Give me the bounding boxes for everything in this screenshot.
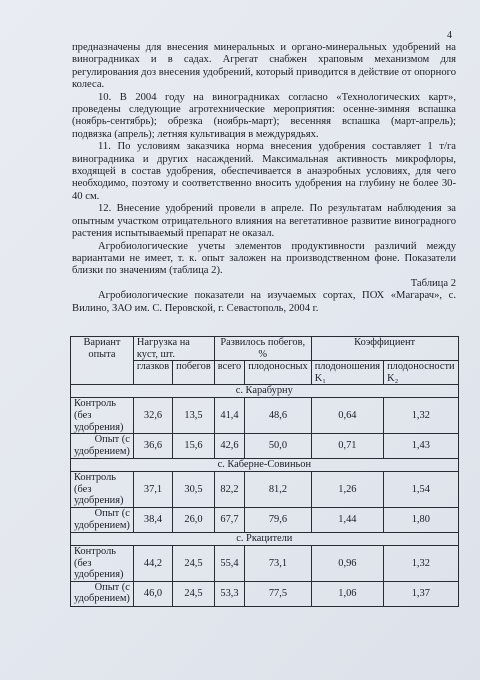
- table-row: [71, 507, 459, 532]
- table-row: [71, 398, 459, 434]
- group-name: с. Карабурну: [71, 385, 459, 398]
- paragraph-11: 11. По условиям заказчика норма внесения удобрения составляет 1 т/га виноградника и других насаждений. Максимальная активность микрофлоры, входящей в состав удобрения, обеспечивается в анаэробных условиях, для чего необходимо, поэтому и соответственно вносить удобрения на глубину не более 30-40 см.: [72, 141, 456, 202]
- total-cell: 42,6: [214, 434, 244, 459]
- group-name: с. Ркацители: [71, 532, 459, 545]
- table-row: [71, 434, 459, 459]
- variant-cell: Контроль (без удобрения): [71, 545, 134, 581]
- group-row: [71, 532, 459, 545]
- fruitful-cell: 73,1: [245, 545, 312, 581]
- header-load: Нагрузка на куст, шт.: [133, 337, 214, 361]
- header-coefficient: Коэффициент: [311, 337, 458, 361]
- k1-cell: 1,26: [311, 472, 383, 508]
- variant-cell: Опыт (с удобрением): [71, 507, 134, 532]
- shoots-cell: 24,5: [173, 581, 215, 606]
- total-cell: 53,3: [214, 581, 244, 606]
- fruitful-cell: 81,2: [245, 472, 312, 508]
- table-row: [71, 472, 459, 508]
- variant-cell: Контроль (без удобрения): [71, 398, 134, 434]
- paragraph-10: 10. В 2004 году на виноградниках согласно «Технологических карт», проведены следующие агротехнические мероприятия: осенне-зимняя вспашка (ноябрь-сентябрь); обрезка (ноябрь-март); весенняя вспашка (март-апрель); подвязка (апрель); летняя культивация в междурядьях.: [72, 91, 456, 140]
- group-name: с. Каберне-Совиньон: [71, 459, 459, 472]
- group-row: [71, 459, 459, 472]
- total-cell: 55,4: [214, 545, 244, 581]
- k2-cell: 1,54: [384, 472, 458, 508]
- paragraph-12: 12. Внесение удобрений провели в апреле. По результатам наблюдения за опытным участком отрицательного влияния на вегетативное развитие виноградного растения испытываемый препарат не оказал.: [72, 203, 456, 240]
- shoots-cell: 13,5: [173, 398, 215, 434]
- k2-cell: 1,43: [384, 434, 458, 459]
- table-header-row: [71, 337, 459, 361]
- header-shoots-count: побегов: [173, 361, 215, 385]
- header-total: всего: [214, 361, 244, 385]
- variant-cell: Контроль (без удобрения): [71, 472, 134, 508]
- header-k1: плодоношения K₁: [311, 361, 383, 385]
- total-cell: 82,2: [214, 472, 244, 508]
- table-row: [71, 545, 459, 581]
- k1-cell: 1,06: [311, 581, 383, 606]
- variant-cell: Опыт (с удобрением): [71, 434, 134, 459]
- k2-cell: 1,32: [384, 398, 458, 434]
- header-k2: плодоносности K₂: [384, 361, 458, 385]
- fruitful-cell: 48,6: [245, 398, 312, 434]
- k1-cell: 0,96: [311, 545, 383, 581]
- fruitful-cell: 79,6: [245, 507, 312, 532]
- header-fruitful: плодоносных: [245, 361, 312, 385]
- shoots-cell: 26,0: [173, 507, 215, 532]
- total-cell: 41,4: [214, 398, 244, 434]
- eyes-cell: 38,4: [133, 507, 172, 532]
- table-label: Таблица 2: [410, 277, 456, 289]
- page-number: 4: [447, 30, 452, 41]
- paragraph: предназначены для внесения минеральных и органо-минеральных удобрений на виноградниках и в садах. Агрегат снабжен храповым механизмом для регулирования доз внесения удобрений, который приводится в действие от опорного колеса.: [72, 42, 456, 91]
- k2-cell: 1,80: [384, 507, 458, 532]
- table-caption: Агробиологические показатели на изучаемых сортах, ПОХ «Магарач», с. Вилино, ЗАО им. С. Перовской, г. Севастополь, 2004 г.: [72, 290, 456, 314]
- k2-cell: 1,32: [384, 545, 458, 581]
- group-row: [71, 385, 459, 398]
- paragraph-13: Агробиологические учеты элементов продуктивности различий между вариантами не имеет, т. к. опыт заложен на производственном фоне. Показатели близки по значениям (таблица 2).: [72, 240, 456, 277]
- k2-cell: 1,37: [384, 581, 458, 606]
- eyes-cell: 46,0: [133, 581, 172, 606]
- k1-cell: 0,64: [311, 398, 383, 434]
- eyes-cell: 32,6: [133, 398, 172, 434]
- k1-cell: 0,71: [311, 434, 383, 459]
- eyes-cell: 36,6: [133, 434, 172, 459]
- shoots-cell: 15,6: [173, 434, 215, 459]
- k1-cell: 1,44: [311, 507, 383, 532]
- results-table: [70, 336, 459, 607]
- shoots-cell: 30,5: [173, 472, 215, 508]
- variant-cell: Опыт (с удобрением): [71, 581, 134, 606]
- body-text: [72, 42, 456, 315]
- eyes-cell: 44,2: [133, 545, 172, 581]
- eyes-cell: 37,1: [133, 472, 172, 508]
- shoots-cell: 24,5: [173, 545, 215, 581]
- header-variant: Вариант опыта: [71, 337, 134, 385]
- fruitful-cell: 50,0: [245, 434, 312, 459]
- total-cell: 67,7: [214, 507, 244, 532]
- header-eyes: глазков: [133, 361, 172, 385]
- fruitful-cell: 77,5: [245, 581, 312, 606]
- table-row: [71, 581, 459, 606]
- header-shoots: Развилось побегов, %: [214, 337, 311, 361]
